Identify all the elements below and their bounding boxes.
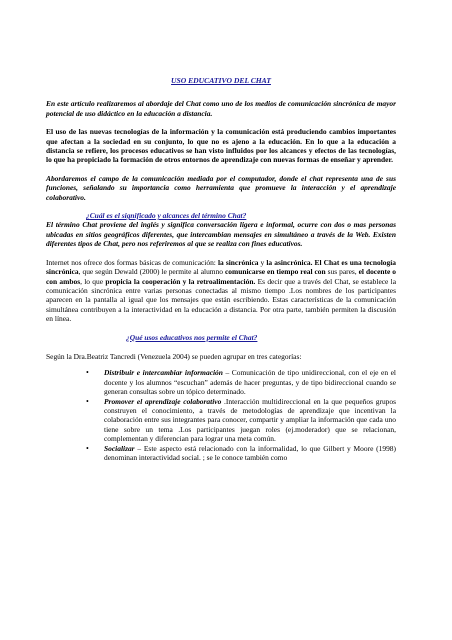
list-item <box>86 397 396 444</box>
list-item-label: Socializar <box>104 443 135 453</box>
bullet-icon: • <box>86 443 89 453</box>
communication-paragraph: Internet nos ofrece dos formas básicas de comunicación: la sincrónica y la asincrónica. El Chat es una tecnología sincrónica, que según Dewald (2000) le permite al alumno comunicarse en tiempo real con sus pares, el docente o con ambos, lo que propicia la cooperación y la retroalimentación. Es decir que a través del Chat, se establece la comunicación sincrónica entre varias personas conectadas al mismo tiempo .Los nombres de los participantes aparecen en la pantalla al igual que los mensajes que están escribiendo. Estas características de la comunicación simultánea contribuyen a la interactividad en la educación a distancia. Por otra parte, también permiten la discusión en línea. <box>46 257 397 324</box>
list-item <box>86 444 396 463</box>
bullet-icon: • <box>86 396 89 406</box>
list-item-text: – Este aspecto está relacionado con la informalidad, lo que Gilbert y Moore (1998) denominan interactividad social. ; se le conoce también como <box>104 443 396 462</box>
scope-paragraph: Abordaremos el campo de la comunicación mediada por el computador, donde el chat representa una de sus funciones, señalando su importancia como herramienta que promueve la interacción y el aprendizaje colaborativo. <box>46 173 396 202</box>
intro-paragraph: En este artículo realizaremos al abordaje del Chat como uno de los medios de comunicación sincrónica de mayor potencial de uso didáctico en la educación a distancia. <box>46 99 396 118</box>
document-title: USO EDUCATIVO DEL CHAT <box>171 76 271 85</box>
bullet-icon: • <box>86 368 89 378</box>
definition-paragraph: El término Chat proviene del inglés y significa conversación ligera e informal, ocurre con dos o mas personas ubicadas en sitios geográficos diferentes, que intercambian mensajes en simultáneo a través de la Web. Existen diferentes tipos de Chat, pero nos referiremos al que se realiza con fines educativos. <box>46 220 396 249</box>
list-item-label: Promover el aprendizaje colaborativo <box>104 396 222 406</box>
section-heading-meaning: ¿Cuál es el significado y alcances del término Chat? <box>86 211 247 221</box>
list-item-text: – Comunicación de tipo unidireccional, con el eje en el docente y los alumnos “escuchan” además de hacer preguntas, y de tipo bidireccional cuando se generan consultas sobre un tópico determinado. <box>104 368 396 397</box>
context-paragraph: El uso de las nuevas tecnologías de la información y la comunicación está produciendo cambios importantes que afectan a la sociedad en su conjunto, lo que no es ajeno a la educación. En lo que a la educación a distancia se refiere, los procesos educativos se han visto influidos por los alcances y efectos de las tecnologías, lo que ha propiciado la formación de otros entornos de aprendizaje con nuevas formas de enseñar y aprender. <box>46 127 396 165</box>
categories-list <box>46 368 396 462</box>
list-item-text: .Interacción multidireccional en la que pequeños grupos construyen el conocimiento, a través de metodologías de aprendizaje que incentivan la colaboración entre sus integrantes para conocer, compartir y ampliar la información que cada uno tiene sobre un tema .Los participantes juegan roles (ej.moderador) que se relacionan, complementan y diferencian para lograr una meta común. <box>104 396 396 444</box>
list-item <box>86 368 396 396</box>
list-item-label: Distribuir e intercambiar información <box>104 368 223 378</box>
section-heading-uses: ¿Qué usos educativos nos permite el Chat? <box>126 332 258 342</box>
categories-intro: Según la Dra.Beatriz Tancredi (Venezuela 2004) se pueden agrupar en tres categorías: <box>46 351 302 361</box>
